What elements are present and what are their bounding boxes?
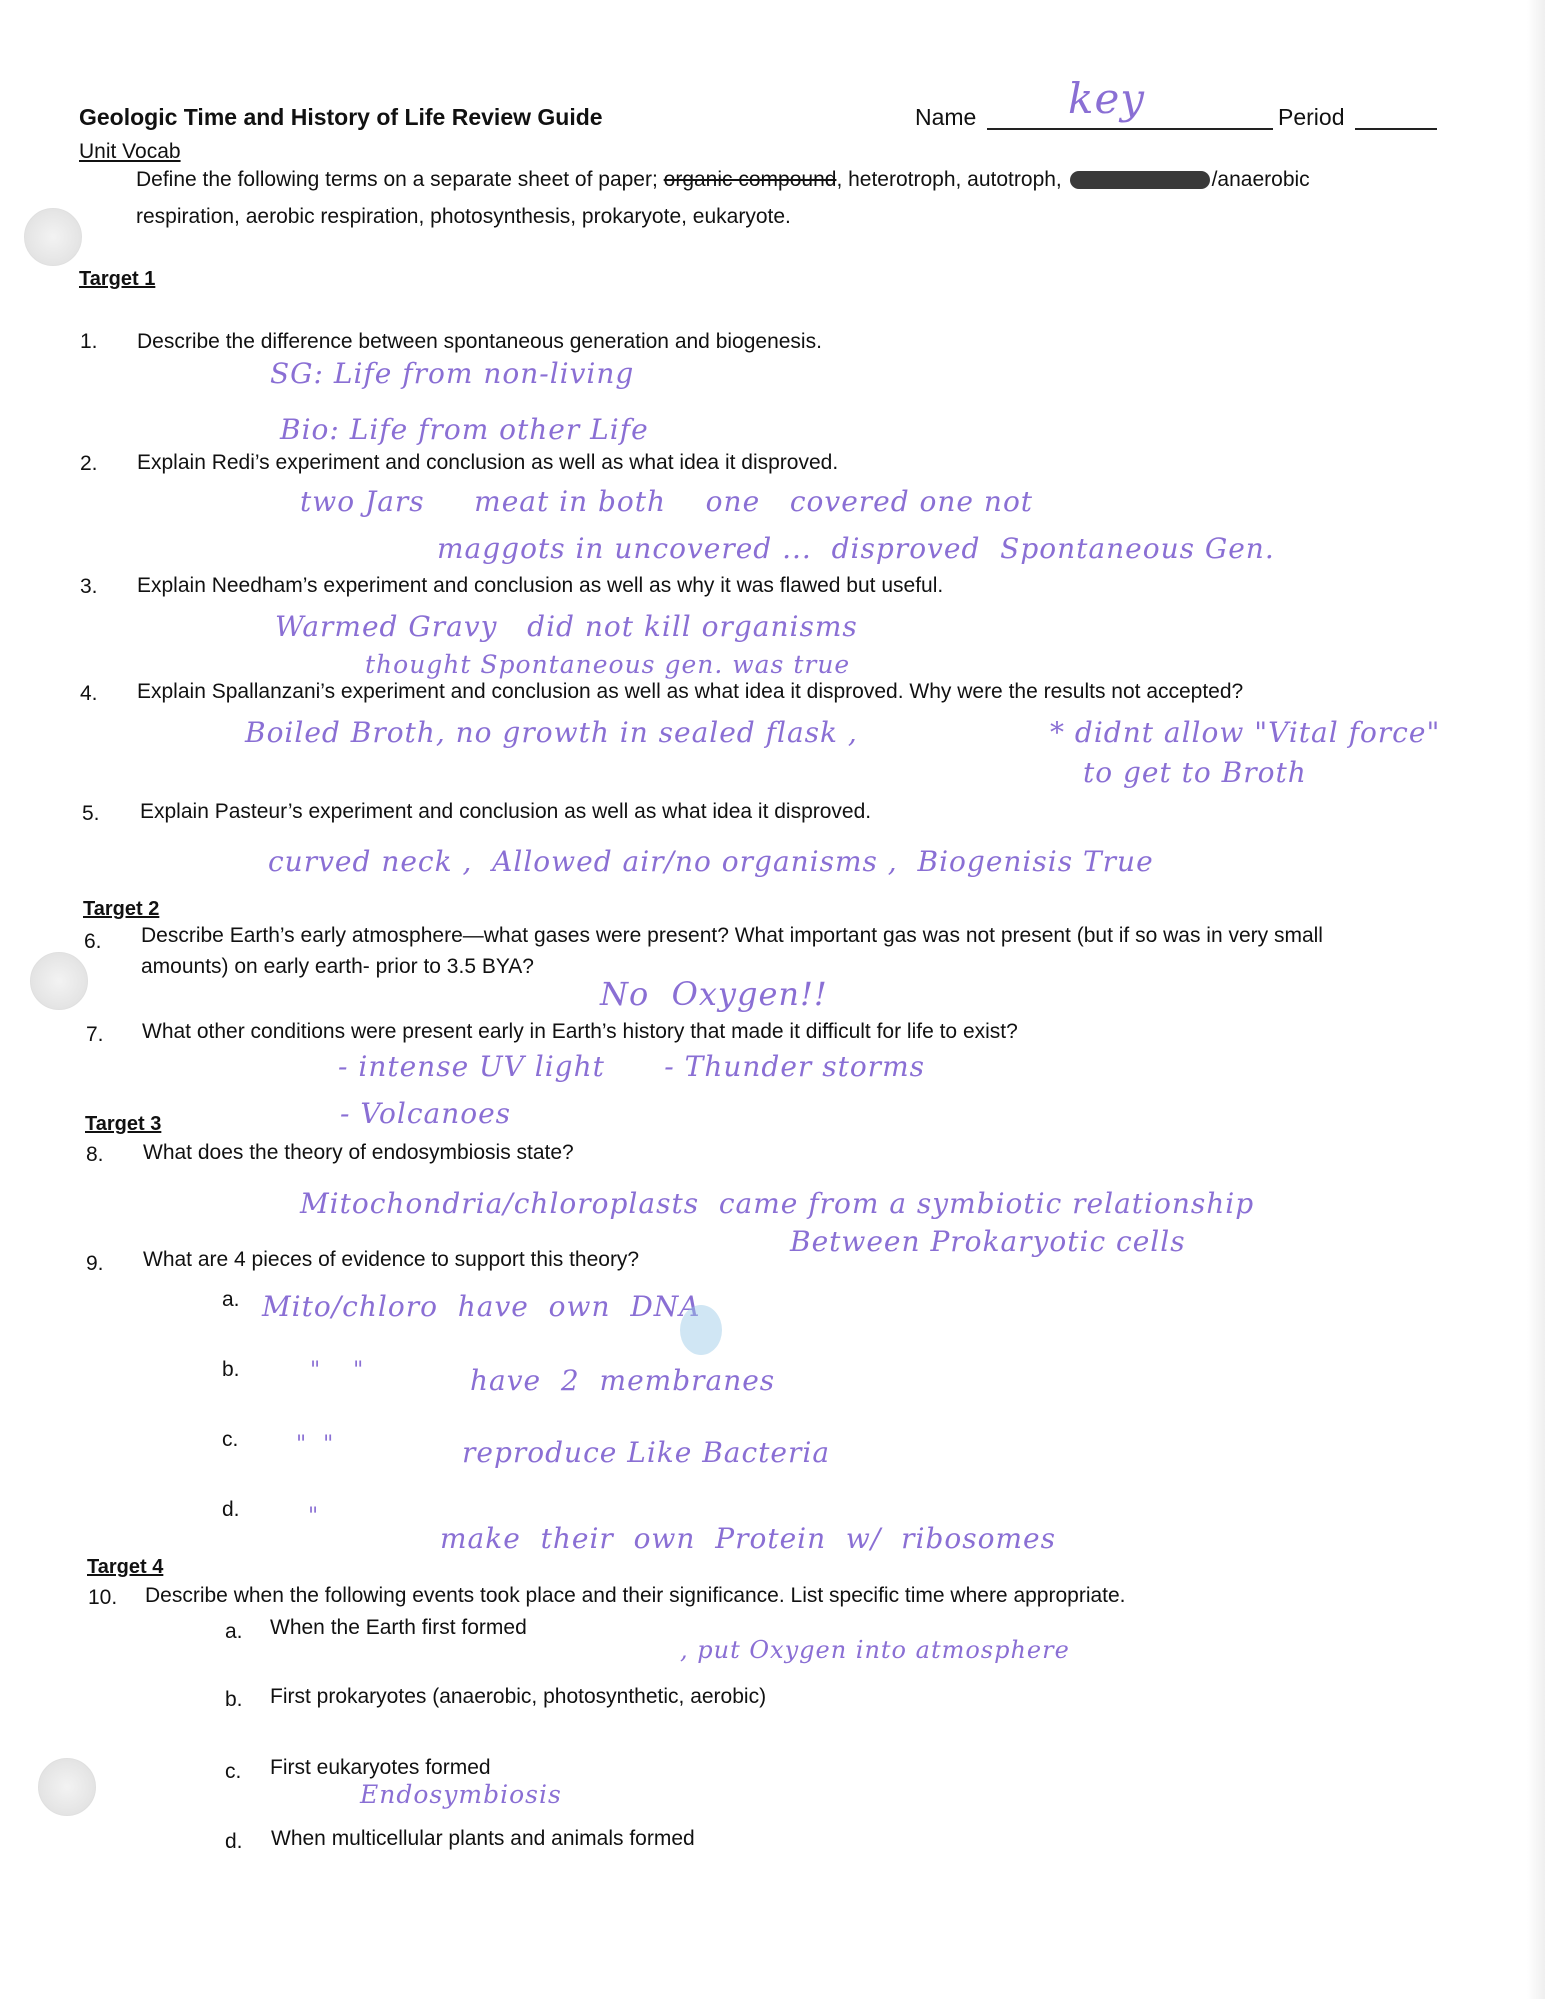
- vocab-heading: Unit Vocab: [79, 140, 181, 163]
- a4-line-2: * didnt allow "Vital force": [1050, 716, 1441, 749]
- q5-text: Explain Pasteur’s experiment and conclusion as well as what idea it disproved.: [140, 800, 872, 823]
- q10-b-text: First prokaryotes (anaerobic, photosynthetic, aerobic): [270, 1685, 767, 1708]
- a8-line-1: Mitochondria/chloroplasts came from a symbiotic relationship: [300, 1187, 1255, 1220]
- name-underline: [987, 128, 1273, 130]
- a4-line-1: Boiled Broth, no growth in sealed flask ,: [245, 716, 858, 749]
- a3-line-2: thought Spontaneous gen. was true: [365, 650, 851, 679]
- q9-d-label: d.: [222, 1498, 240, 1521]
- q10-text: Describe when the following events took place and their significance. List specific time where appropriate.: [145, 1584, 1126, 1607]
- a9-d-answer: make their own Protein w/ ribosomes: [440, 1522, 1056, 1555]
- name-value-handwritten: key: [1068, 74, 1146, 123]
- punch-hole-bottom: [38, 1758, 96, 1816]
- q4-text: Explain Spallanzani’s experiment and conclusion as well as what idea it disproved. Why were the results not accepted?: [137, 680, 1244, 703]
- q7-text: What other conditions were present early in Earth’s history that made it difficult for life to exist?: [142, 1020, 1018, 1043]
- a1-line-2: Bio: Life from other Life: [280, 413, 649, 446]
- q8-number: 8.: [86, 1143, 104, 1166]
- a7-line-1: - intense UV light - Thunder storms: [338, 1050, 925, 1083]
- target-2-heading: Target 2: [83, 898, 160, 920]
- a2-line-1: two Jars meat in both one covered one not: [300, 485, 1034, 518]
- q10-d-text: When multicellular plants and animals formed: [271, 1827, 695, 1850]
- q9-text: What are 4 pieces of evidence to support this theory?: [143, 1248, 640, 1271]
- q10-number: 10.: [88, 1586, 118, 1609]
- page-title: Geologic Time and History of Life Review Guide: [79, 104, 603, 130]
- a9-c-answer: reproduce Like Bacteria: [462, 1436, 831, 1469]
- a4-line-3: to get to Broth: [1083, 756, 1307, 789]
- q10-a-label: a.: [225, 1620, 243, 1643]
- a1-line-1: SG: Life from non-living: [270, 357, 635, 390]
- q9-number: 9.: [86, 1252, 104, 1275]
- q10-d-label: d.: [225, 1830, 243, 1853]
- a8-line-2: Between Prokaryotic cells: [790, 1225, 1186, 1258]
- ink-stain: [680, 1305, 722, 1355]
- q5-number: 5.: [82, 802, 100, 825]
- a10-c-answer: Endosymbiosis: [360, 1780, 562, 1809]
- a7-line-2: - Volcanoes: [340, 1097, 512, 1130]
- q4-number: 4.: [80, 682, 98, 705]
- q6-number: 6.: [84, 930, 102, 953]
- name-label: Name: [915, 104, 977, 130]
- q1-number: 1.: [80, 330, 98, 353]
- vocab-line-2: respiration, aerobic respiration, photosynthesis, prokaryote, eukaryote.: [136, 205, 791, 228]
- q9-a-label: a.: [222, 1288, 240, 1311]
- a9-d-ditto: ": [308, 1504, 320, 1529]
- q3-number: 3.: [80, 575, 98, 598]
- q6-text-line-1: Describe Earth’s early atmosphere—what gases were present? What important gas was not present (but if so was in very small: [141, 924, 1323, 947]
- a9-b-answer: have 2 membranes: [470, 1364, 776, 1397]
- q2-number: 2.: [80, 452, 98, 475]
- a9-c-ditto: " ": [296, 1432, 335, 1457]
- punch-hole-middle: [30, 952, 88, 1010]
- q10-b-label: b.: [225, 1688, 243, 1711]
- vocab-line-1: [136, 168, 1310, 192]
- a9-a-answer: Mito/chloro have own DNA: [262, 1290, 701, 1323]
- q7-number: 7.: [86, 1023, 104, 1046]
- q6-text-line-2: amounts) on early earth- prior to 3.5 BYA?: [141, 955, 534, 978]
- q9-c-label: c.: [222, 1428, 239, 1451]
- redaction-mark: [1070, 171, 1210, 189]
- a2-line-2: maggots in uncovered ... disproved Spontaneous Gen.: [437, 532, 1275, 565]
- vocab-line-1-end: /anaerobic: [1211, 168, 1310, 191]
- a6-answer: No Oxygen!!: [600, 975, 828, 1013]
- period-label: Period: [1278, 104, 1345, 130]
- page-edge-shadow: [1527, 0, 1545, 1999]
- a3-line-1: Warmed Gravy did not kill organisms: [275, 610, 858, 643]
- vocab-line-1-mid: , heterotroph, autotroph,: [836, 168, 1068, 191]
- q10-a-text: When the Earth first formed: [270, 1616, 527, 1639]
- vocab-line-1-start: Define the following terms on a separate sheet of paper;: [136, 168, 664, 191]
- target-3-heading: Target 3: [85, 1113, 162, 1135]
- target-1-heading: Target 1: [79, 268, 156, 290]
- punch-hole-top: [24, 208, 82, 266]
- q2-text: Explain Redi’s experiment and conclusion as well as what idea it disproved.: [137, 451, 839, 474]
- target-4-heading: Target 4: [87, 1556, 164, 1578]
- q8-text: What does the theory of endosymbiosis state?: [143, 1141, 574, 1164]
- a5-answer: curved neck , Allowed air/no organisms , Biogenisis True: [268, 845, 1154, 878]
- vocab-struck-term: organic compound: [663, 168, 837, 191]
- q1-text: Describe the difference between spontaneous generation and biogenesis.: [137, 330, 822, 353]
- q10-c-text: First eukaryotes formed: [270, 1756, 491, 1779]
- q9-b-label: b.: [222, 1358, 240, 1381]
- q3-text: Explain Needham’s experiment and conclusion as well as why it was flawed but useful.: [137, 574, 944, 597]
- a9-b-ditto: " ": [310, 1358, 365, 1383]
- q10-c-label: c.: [225, 1760, 242, 1783]
- period-underline: [1355, 128, 1437, 130]
- a10-b-answer: , put Oxygen into atmosphere: [680, 1636, 1070, 1664]
